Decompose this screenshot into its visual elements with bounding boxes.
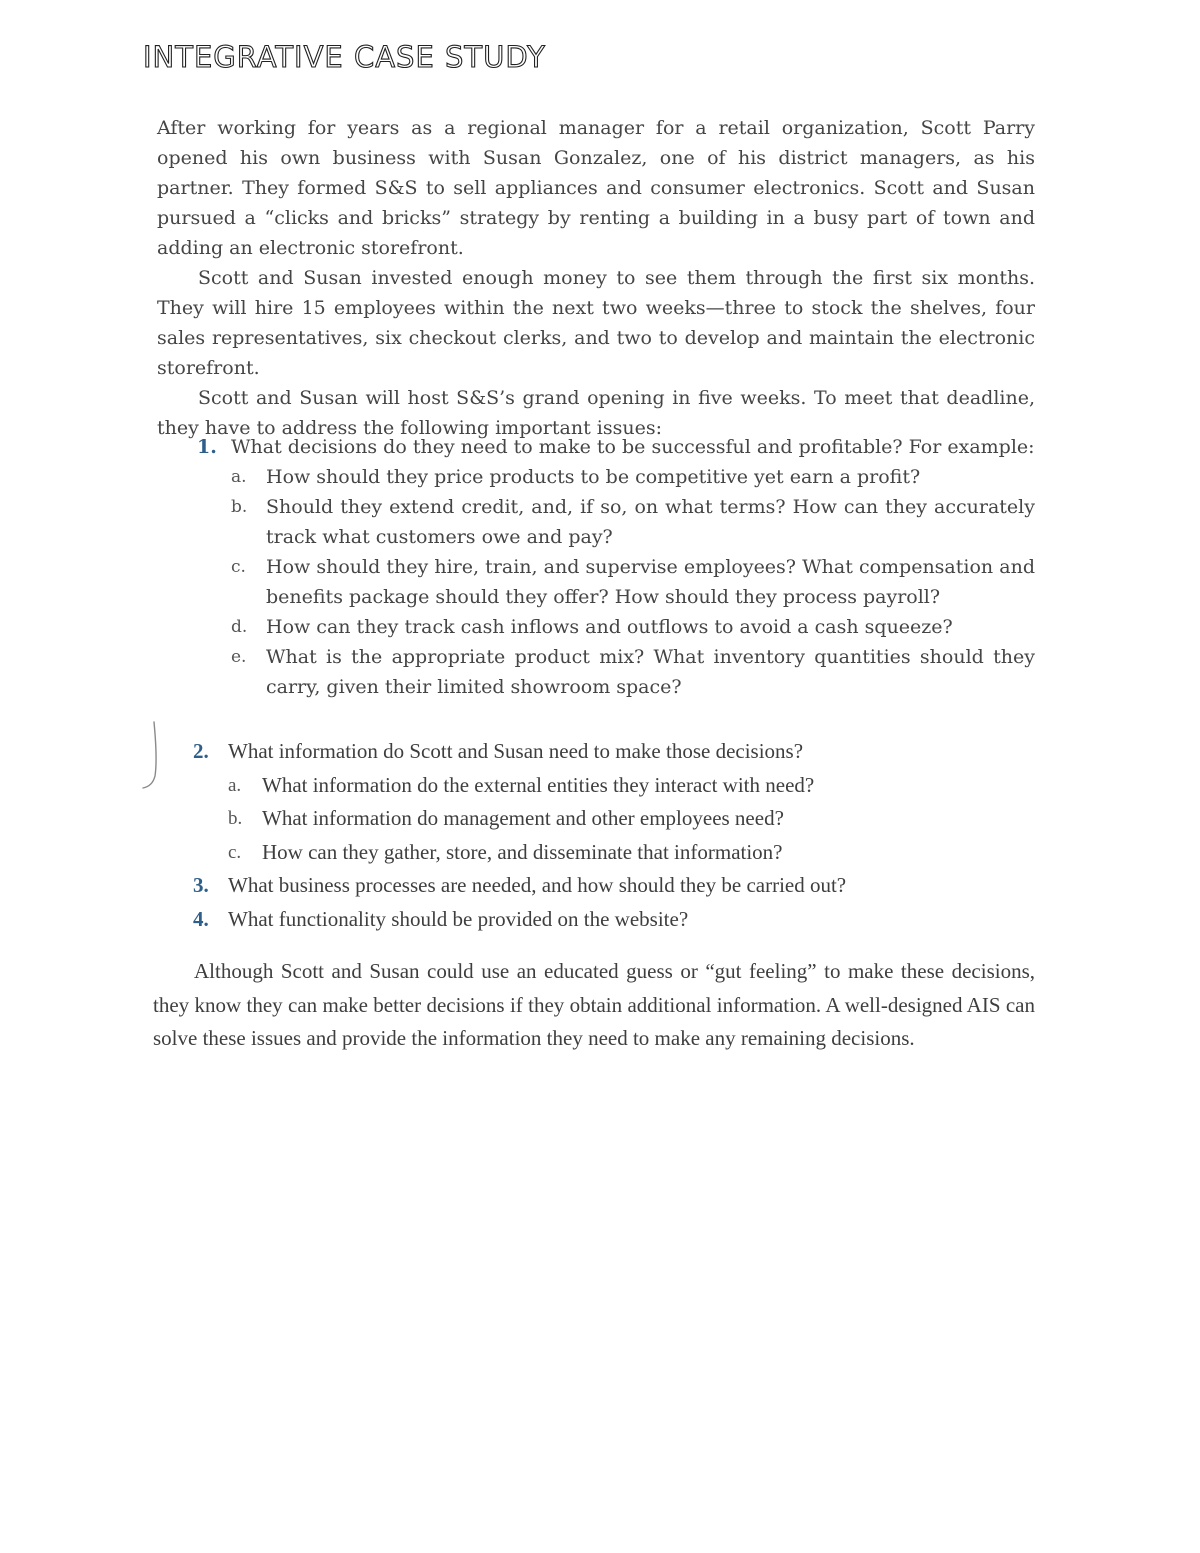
list-item [231, 462, 1035, 492]
subitem-text: How can they gather, store, and disseminate that information? [262, 839, 783, 864]
question-number: 4. [193, 906, 209, 931]
closing-paragraph: Although Scott and Susan could use an educated guess or “gut feeling” to make these decisions, they know they can make better decisions if they obtain additional information. A well-designed AIS can solve these issues and provide the information they need to make any remaining decisions. [153, 959, 1035, 1050]
question-2-row [193, 735, 1038, 769]
subitem-letter: c. [231, 557, 246, 577]
subitem-text: How can they track cash inflows and outflows to avoid a cash squeeze? [266, 616, 953, 638]
question-number: 1. [197, 436, 217, 458]
question-text: What information do Scott and Susan need to make those decisions? [228, 739, 804, 763]
question-1 [197, 432, 1035, 702]
question-number: 3. [193, 873, 209, 897]
question-number: 2. [193, 739, 209, 763]
subitem-letter: d. [231, 617, 248, 637]
subitem-text: What information do management and other employees need? [262, 806, 784, 830]
subitem-text: How should they hire, train, and supervise employees? What compensation and benefits package should they offer? How should they process payroll? [266, 556, 1035, 608]
subitem-text: What information do the external entities they interact with need? [262, 772, 815, 797]
subitem-text: Should they extend credit, and, if so, on what terms? How can they accurately track what customers owe and pay? [266, 496, 1035, 548]
question-text: What decisions do they need to make to be successful and profitable? For example: [231, 436, 1035, 458]
list-item [231, 612, 1035, 642]
subitem-letter: e. [231, 647, 247, 667]
question-text: What business processes are needed, and how should they be carried out? [228, 873, 847, 897]
page-title: INTEGRATIVE CASE STUDY [143, 40, 546, 74]
question-2-subitems [228, 769, 1038, 870]
list-item [231, 642, 1035, 702]
question-text: What functionality should be provided on the website? [228, 906, 689, 931]
questions-2-to-4 [193, 735, 1038, 936]
margin-bracket-mark [140, 718, 160, 790]
subitem-letter: b. [228, 808, 243, 829]
list-item [231, 492, 1035, 552]
deadline-paragraph: Scott and Susan will host S&S’s grand opening in five weeks. To meet that deadline, they have to address the following important issues: [157, 387, 1035, 439]
subitem-text: What is the appropriate product mix? What inventory quantities should they carry, given their limited showroom space? [266, 646, 1035, 698]
subitem-text: How should they price products to be competitive yet earn a profit? [266, 466, 921, 488]
intro-paragraph: After working for years as a regional manager for a retail organization, Scott Parry opened his own business with Susan Gonzalez, one of his district managers, as his partner. They formed S&S to sell appliances and consumer electronics. Scott and Susan pursued a “clicks and bricks” strategy by renting a building in a busy part of town and adding an electronic storefront. [157, 117, 1035, 259]
question-3-row [193, 869, 1038, 903]
question-4-row [193, 903, 1038, 937]
list-item [228, 769, 1038, 803]
list-item [228, 802, 1038, 836]
subitem-letter: a. [231, 467, 247, 487]
question-1-subitems [231, 462, 1035, 702]
question-1-row [197, 432, 1035, 462]
subitem-letter: a. [228, 774, 242, 796]
investment-paragraph: Scott and Susan invested enough money to see them through the first six months. They will hire 15 employees within the next two weeks—three to stock the shelves, four sales representatives, six checkout clerks, and two to develop and maintain the electronic storefront. [157, 267, 1035, 379]
intro-section [157, 113, 1035, 443]
subitem-letter: c. [228, 841, 242, 863]
list-item [231, 552, 1035, 612]
subitem-letter: b. [231, 497, 248, 517]
list-item [228, 836, 1038, 870]
